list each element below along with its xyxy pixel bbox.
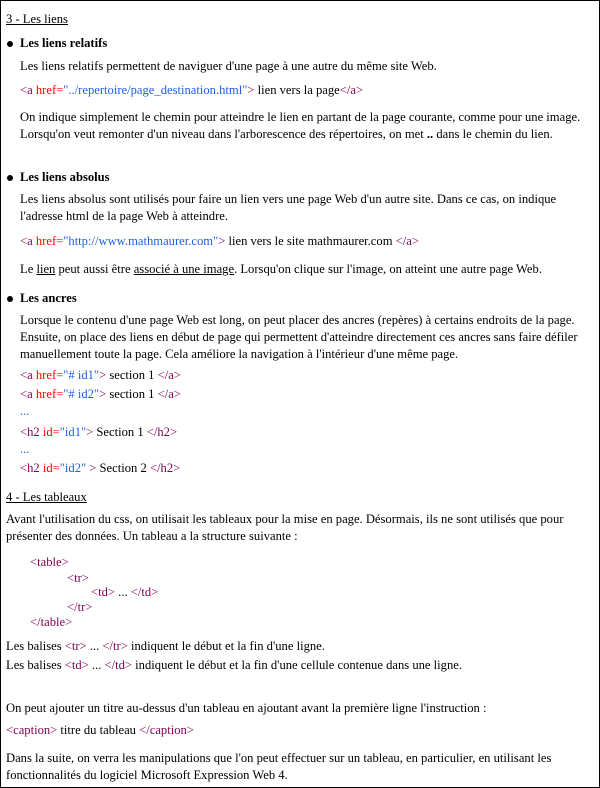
relatifs-desc-end: dans le chemin du lien. <box>436 127 553 141</box>
expl-text: indiquent le début et la fin d'une ligne. <box>127 639 325 653</box>
code-bracket: > <box>99 368 107 382</box>
relatifs-intro: Les liens relatifs permettent de naviguer d'une page à une autre du même site Web. <box>20 59 437 73</box>
code-text: Section 2 <box>96 461 150 475</box>
code-value: "# id2" <box>63 387 100 401</box>
code-value: "../repertoire/page_destination.html" <box>63 83 248 97</box>
code-bracket: > <box>99 387 107 401</box>
relatifs-desc-dots: .. <box>426 127 434 141</box>
code-attr: href= <box>35 234 64 248</box>
code-bracket: > <box>218 234 226 248</box>
tableaux-outro: Dans la suite, on verra les manipulations que l'on peut effectuer sur un tableau, en particulier, en utilisant les fonctionnalités du logiciel Microsoft Expression Web 4. <box>6 751 552 782</box>
expl-text: ... <box>86 639 103 653</box>
code-tag-close: </h2> <box>149 461 181 475</box>
code-text: section 1 <box>106 368 158 382</box>
tableaux-intro: Avant l'utilisation du css, on utilisait les tableaux pour la mise en page. Désormais, ils ne sont utilisés que pour présenter des données. Un tableau a la structure suivante : <box>6 512 564 543</box>
structure-table-open: <table> <box>30 555 69 569</box>
code-attr: href= <box>35 387 64 401</box>
absolus-intro: Les liens absolus sont utilisés pour faire un lien vers une page Web d'un autre site. Dans ce cas, on indique l'adresse html de la page Web à atteindre. <box>20 192 557 223</box>
caption-code-line <box>6 722 194 738</box>
code-tag: <h2 <box>20 425 40 439</box>
ancres-code-line-1 <box>20 367 181 383</box>
code-text: section 1 <box>106 387 158 401</box>
code-tag: <a <box>20 387 33 401</box>
code-attr: href= <box>35 368 64 382</box>
expl-text: indiquent le début et la fin d'une cellule contenue dans une ligne. <box>132 658 462 672</box>
code-tag: <tr> <box>64 639 87 653</box>
code-value: "# id1" <box>63 368 100 382</box>
section-4-heading: 4 - Les tableaux <box>6 490 87 504</box>
note-text: peut aussi être <box>58 262 131 276</box>
note-link-image[interactable]: associé à une image <box>133 262 235 276</box>
code-attr: id= <box>42 461 60 475</box>
ancres-intro: Lorsque le contenu d'une page Web est long, on peut placer des ancres (repères) à certains endroits de la page. Ensuite, on place des liens en début de page qui permettent d'atteindre directement ces ancres sans faire défiler manuellement toute la page. Cela améliore la navigation à l'intérieur d'une même page. <box>20 313 578 361</box>
code-text: Section 1 <box>93 425 147 439</box>
code-text: titre du tableau <box>57 723 140 737</box>
code-value: "id1" <box>59 425 87 439</box>
code-tag: <caption> <box>6 723 58 737</box>
ancres-dots-2: ... <box>20 442 30 456</box>
relatifs-code-line <box>20 82 363 98</box>
code-tag: <a <box>20 234 33 248</box>
bullet-icon <box>7 175 13 181</box>
code-attr: id= <box>42 425 60 439</box>
structure-tr-open: <tr> <box>67 571 89 585</box>
code-text: ... <box>115 585 131 599</box>
bullet-icon <box>7 296 13 302</box>
relatifs-desc <box>20 109 592 143</box>
code-tag-close: </a> <box>157 368 181 382</box>
code-tag-close: </td> <box>104 658 133 672</box>
expl-text: Les balises <box>6 658 65 672</box>
code-bracket: > <box>247 83 255 97</box>
note-text: . Lorsqu'on clique sur l'image, on atteint une autre page Web. <box>234 262 542 276</box>
code-tag-close: </tr> <box>102 639 128 653</box>
code-tag-close: </a> <box>395 234 419 248</box>
tr-explanation <box>6 638 325 654</box>
ancres-title: Les ancres <box>20 291 77 305</box>
structure-td-line <box>91 584 158 600</box>
code-tag-close: </td> <box>130 585 159 599</box>
code-tag: <td> <box>91 585 116 599</box>
code-value: "http://www.mathmaurer.com" <box>63 234 219 248</box>
code-text: lien vers le site mathmaurer.com <box>225 234 396 248</box>
ancres-code-line-3 <box>20 424 177 440</box>
code-value: "id2" <box>59 461 87 475</box>
section-3-heading: 3 - Les liens <box>6 12 68 26</box>
ancres-code-line-4 <box>20 460 180 476</box>
code-tag-close: </a> <box>339 83 364 97</box>
relatifs-desc-text: On indique simplement le chemin pour atteindre le lien en partant de la page courante, comme pour une image. Lorsqu'on veut remonter d'un niveau dans l'arborescence des répertoires, on met <box>20 110 581 141</box>
code-tag: <h2 <box>20 461 40 475</box>
ancres-code-line-2 <box>20 386 181 402</box>
bullet-icon <box>7 41 13 47</box>
code-tag: <td> <box>64 658 89 672</box>
expl-text: Les balises <box>6 639 65 653</box>
code-attr: href= <box>35 83 64 97</box>
td-explanation <box>6 657 462 673</box>
code-text: lien vers la page <box>254 83 340 97</box>
absolus-title: Les liens absolus <box>20 170 110 184</box>
code-tag-close: </a> <box>157 387 181 401</box>
structure-tr-close: </tr> <box>67 600 93 614</box>
relatifs-title: Les liens relatifs <box>20 36 108 50</box>
note-link[interactable]: lien <box>36 262 56 276</box>
code-tag-close: </h2> <box>146 425 178 439</box>
caption-intro: On peut ajouter un titre au-dessus d'un tableau en ajoutant avant la première ligne l'instruction : <box>6 701 487 715</box>
code-tag-close: </caption> <box>139 723 194 737</box>
ancres-dots-1: ... <box>20 404 30 418</box>
absolus-note <box>20 261 542 277</box>
note-text: Le <box>20 262 34 276</box>
code-tag: <a <box>20 83 33 97</box>
code-tag: <a <box>20 368 33 382</box>
code-bracket: > <box>86 461 97 475</box>
structure-table-close: </table> <box>30 615 73 629</box>
code-bracket: > <box>86 425 94 439</box>
absolus-code-line <box>20 233 419 249</box>
expl-text: ... <box>88 658 105 672</box>
